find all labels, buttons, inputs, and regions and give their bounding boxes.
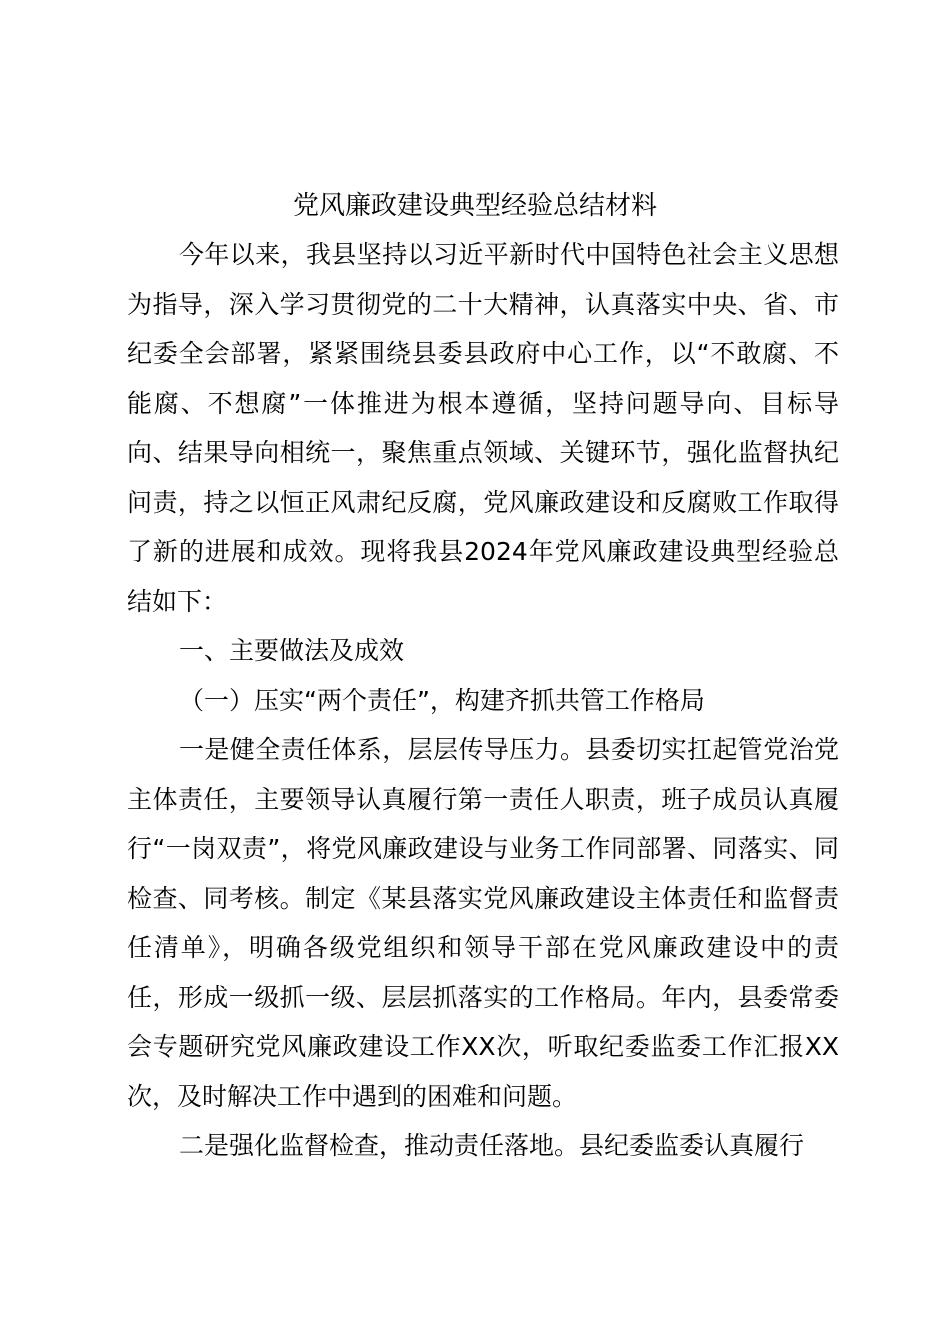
subsection-heading: （一）压实“两个责任”，构建齐抓共管工作格局 — [179, 685, 705, 715]
section-heading: 一、主要做法及成效 — [179, 636, 405, 665]
body-paragraph: 二是强化监督检查，推动责任落地。县纪委监委认真履行 — [179, 1131, 805, 1160]
intro-paragraph: 今年以来，我县坚持以习近平新时代中国特色社会主义思想为指导，深入学习贯彻党的二十大精神，认真落实中央、省、市纪委全会部署，紧紧围绕县委县政府中心工作，以“不敢腐、不能腐、不想腐”一体推进为根本遵循，坚持问题导向、目标导向、结果导向相统一，聚焦重点领域、关键环节，强化监督执纪问责，持之以恒正风肃纪反腐，党风廉政建设和反腐败工作取得了新的进展和成效。现将我县2024年党风廉政建设典型经验总结如下： — [127, 240, 839, 616]
document-body — [127, 230, 839, 1171]
document-title: 党风廉政建设典型经验总结材料 — [292, 191, 657, 221]
body-paragraph: 一是健全责任体系，层层传导压力。县委切实扛起管党治党主体责任，主要领导认真履行第一责任人职责，班子成员认真履行“一岗双责”，将党风廉政建设与业务工作同部署、同落实、同检查、同考核。制定《某县落实党风廉政建设主体责任和监督责任清单》，明确各级党组织和领导干部在党风廉政建设中的责任，形成一级抓一级、层层抓落实的工作格局。年内，县委常委会专题研究党风廉政建设工作XX次，听取纪委监委工作汇报XX次，及时解决工作中遇到的困难和问题。 — [127, 735, 839, 1111]
